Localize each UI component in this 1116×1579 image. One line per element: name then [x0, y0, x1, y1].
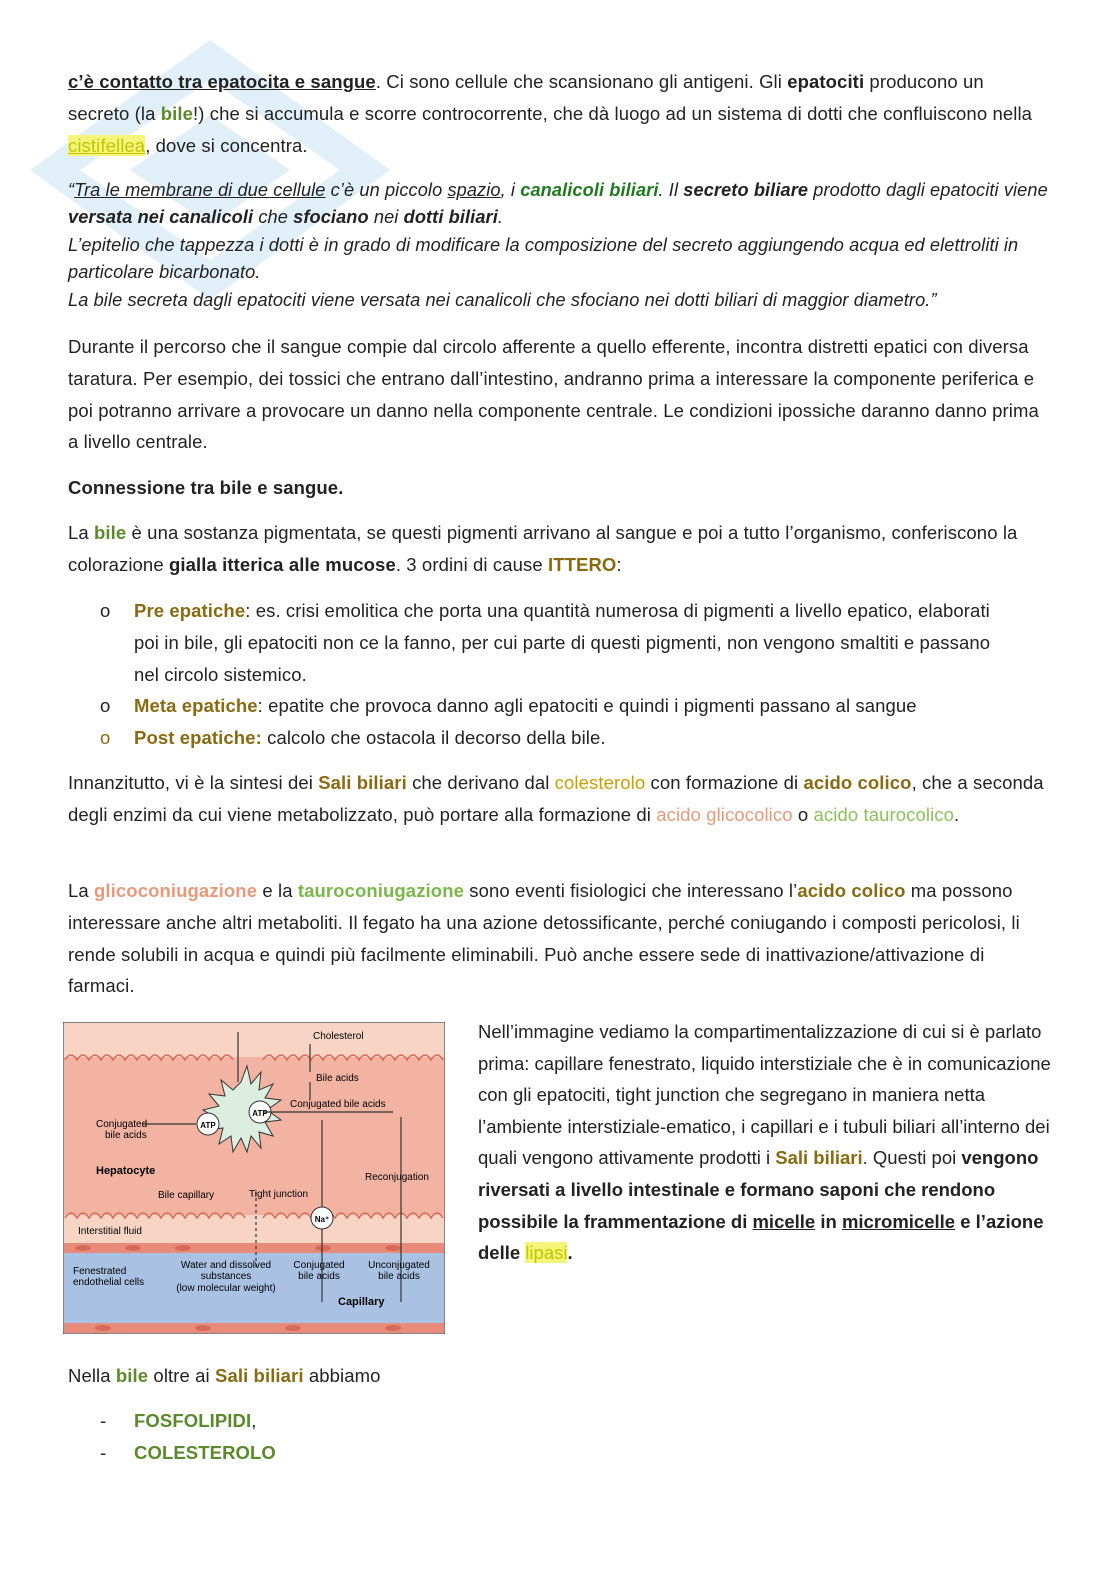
list-item: - COLESTEROLO [100, 1441, 276, 1463]
list-item: o Meta epatiche: epatite che provoca danno agli epatociti e quindi i pigmenti passano al sangue [100, 695, 917, 717]
svg-text:(low molecular weight): (low molecular weight) [176, 1283, 276, 1294]
paragraph-intro: c’è contatto tra epatocita e sangue. Ci sono cellule che scansionano gli antigeni. Gli epatociti producono un secreto (la bile!) che si accumula e scorre controcorrente, che dà luogo ad un sistema di dotti che confluiscono nella cistifellea, dove si concentra. [68, 71, 1033, 156]
liver-compartment-figure [63, 1022, 445, 1334]
list-item: o Pre epatiche: es. crisi emolitica che porta una quantità numerosa di pigmenti a livello epatico, elaborati poi in bile, gli epatociti non ce la fanno, per cui parte di questi pigmenti, non vengono smaltiti e passano nel circolo sistemico. [100, 600, 991, 685]
svg-text:Interstitial fluid: Interstitial fluid [78, 1226, 142, 1237]
svg-text:Conjugated: Conjugated [96, 1119, 148, 1130]
ittero-causes-list [100, 595, 1012, 754]
svg-text:ATP: ATP [200, 1121, 216, 1130]
quote-block: “Tra le membrane di due cellule c’è un piccolo spazio, i canalicoli biliari. Il secreto biliare prodotto dagli epatociti viene versata nei canalicoli che sfociano nei dotti biliari. L’epitelio che tappezza i dotti è in grado di modificare la composizione del secreto aggiungendo acqua ed elettroliti in particolare bicarbonato. La bile secreta dagli epatociti viene versata nei canalicoli che sfociano nei dotti biliari di maggior diametro.” [68, 180, 1048, 310]
svg-text:bile acids: bile acids [378, 1271, 420, 1282]
list-item: o Post epatiche: calcolo che ostacola il decorso della bile. [100, 727, 606, 749]
paragraph-bile-pigment: La bile è una sostanza pigmentata, se questi pigmenti arrivano al sangue e poi a tutto l’organismo, conferiscono la colorazione gialla itterica alle mucose. 3 ordini di cause ITTERO: [68, 522, 1018, 575]
svg-text:endothelial cells: endothelial cells [73, 1277, 145, 1288]
svg-text:Tight junction: Tight junction [249, 1189, 309, 1200]
paragraph-bile-components: Nella bile oltre ai Sali biliari abbiamo [68, 1365, 381, 1386]
paragraph-circulation: Durante il percorso che il sangue compie dal circolo afferente a quello efferente, incontra distretti epatici con diversa taratura. Per esempio, dei tossici che entrano dall’intestino, andranno prima a interessare la componente periferica e poi potranno arrivare a provocare un danno nella componente centrale. Le condizioni ipossiche daranno danno prima a livello centrale. [68, 336, 1039, 453]
term-ittero: ITTERO [547, 553, 617, 575]
svg-text:substances: substances [200, 1271, 252, 1282]
svg-text:Cholesterol: Cholesterol [313, 1031, 364, 1042]
term-bile: bile [160, 102, 193, 124]
svg-text:Na⁺: Na⁺ [314, 1215, 330, 1224]
section-heading: Connessione tra bile e sangue. [68, 477, 344, 498]
svg-text:Unconjugated: Unconjugated [368, 1260, 430, 1271]
highlight-lipasi: lipasi [525, 1242, 568, 1264]
svg-text:Fenestrated: Fenestrated [73, 1266, 127, 1277]
svg-text:Water and dissolved: Water and dissolved [180, 1260, 272, 1271]
svg-text:Reconjugation: Reconjugation [365, 1172, 429, 1183]
highlight-cistifellea: cistifellea [68, 134, 146, 156]
svg-text:bile acids: bile acids [105, 1130, 147, 1141]
paragraph-coniugazione: La glicoconiugazione e la tauroconiugazione sono eventi fisiologici che interessano l’acido colico ma possono interessare anche altri metaboliti. Il fegato ha una azione detossificante, perché coniugando i composti pericolosi, li rende solubili in acqua e quindi più facilmente eliminabili. Può anche essere sede di inattivazione/attivazione di farmaci. [68, 880, 1020, 997]
bile-components-list [100, 1405, 1012, 1469]
paragraph-figure-description: Nell’immagine vediamo la compartimentalizzazione di cui si è parlato prima: capillare fenestrato, liquido interstiziale che è in comunicazione con gli epatociti, tight junction che segregano in maniera netta l’ambiente interstiziale-ematico, i capillari e i tubuli biliari all’interno dei quali vengono attivamente prodotti i Sali biliari. Questi poi vengono riversati a livello intestinale e formano saponi che rendono possibile la frammentazione di micelle in micromicelle e l’azione delle lipasi. [478, 1021, 1051, 1264]
list-item: - FOSFOLIPIDI, [100, 1410, 257, 1431]
svg-text:Capillary: Capillary [338, 1296, 385, 1308]
svg-text:ATP: ATP [252, 1109, 268, 1118]
figure-svg [63, 1022, 445, 1334]
underlined-phrase: c’è contatto tra epatocita e sangue [68, 71, 376, 92]
svg-text:Hepatocyte: Hepatocyte [96, 1165, 156, 1177]
top-interstitial [64, 1023, 444, 1057]
svg-text:Conjugated bile acids: Conjugated bile acids [290, 1099, 386, 1110]
svg-text:Bile capillary: Bile capillary [158, 1190, 215, 1201]
svg-text:Bile acids: Bile acids [316, 1073, 359, 1084]
svg-text:Conjugated: Conjugated [293, 1260, 345, 1271]
paragraph-sali-biliari: Innanzitutto, vi è la sintesi dei Sali biliari che derivano dal colesterolo con formazione di acido colico, che a seconda degli enzimi da cui viene metabolizzato, può portare alla formazione di acido glicocolico o acido taurocolico. [68, 772, 1044, 825]
svg-text:bile acids: bile acids [298, 1271, 340, 1282]
term-canalicoli: canalicoli biliari [520, 180, 659, 200]
